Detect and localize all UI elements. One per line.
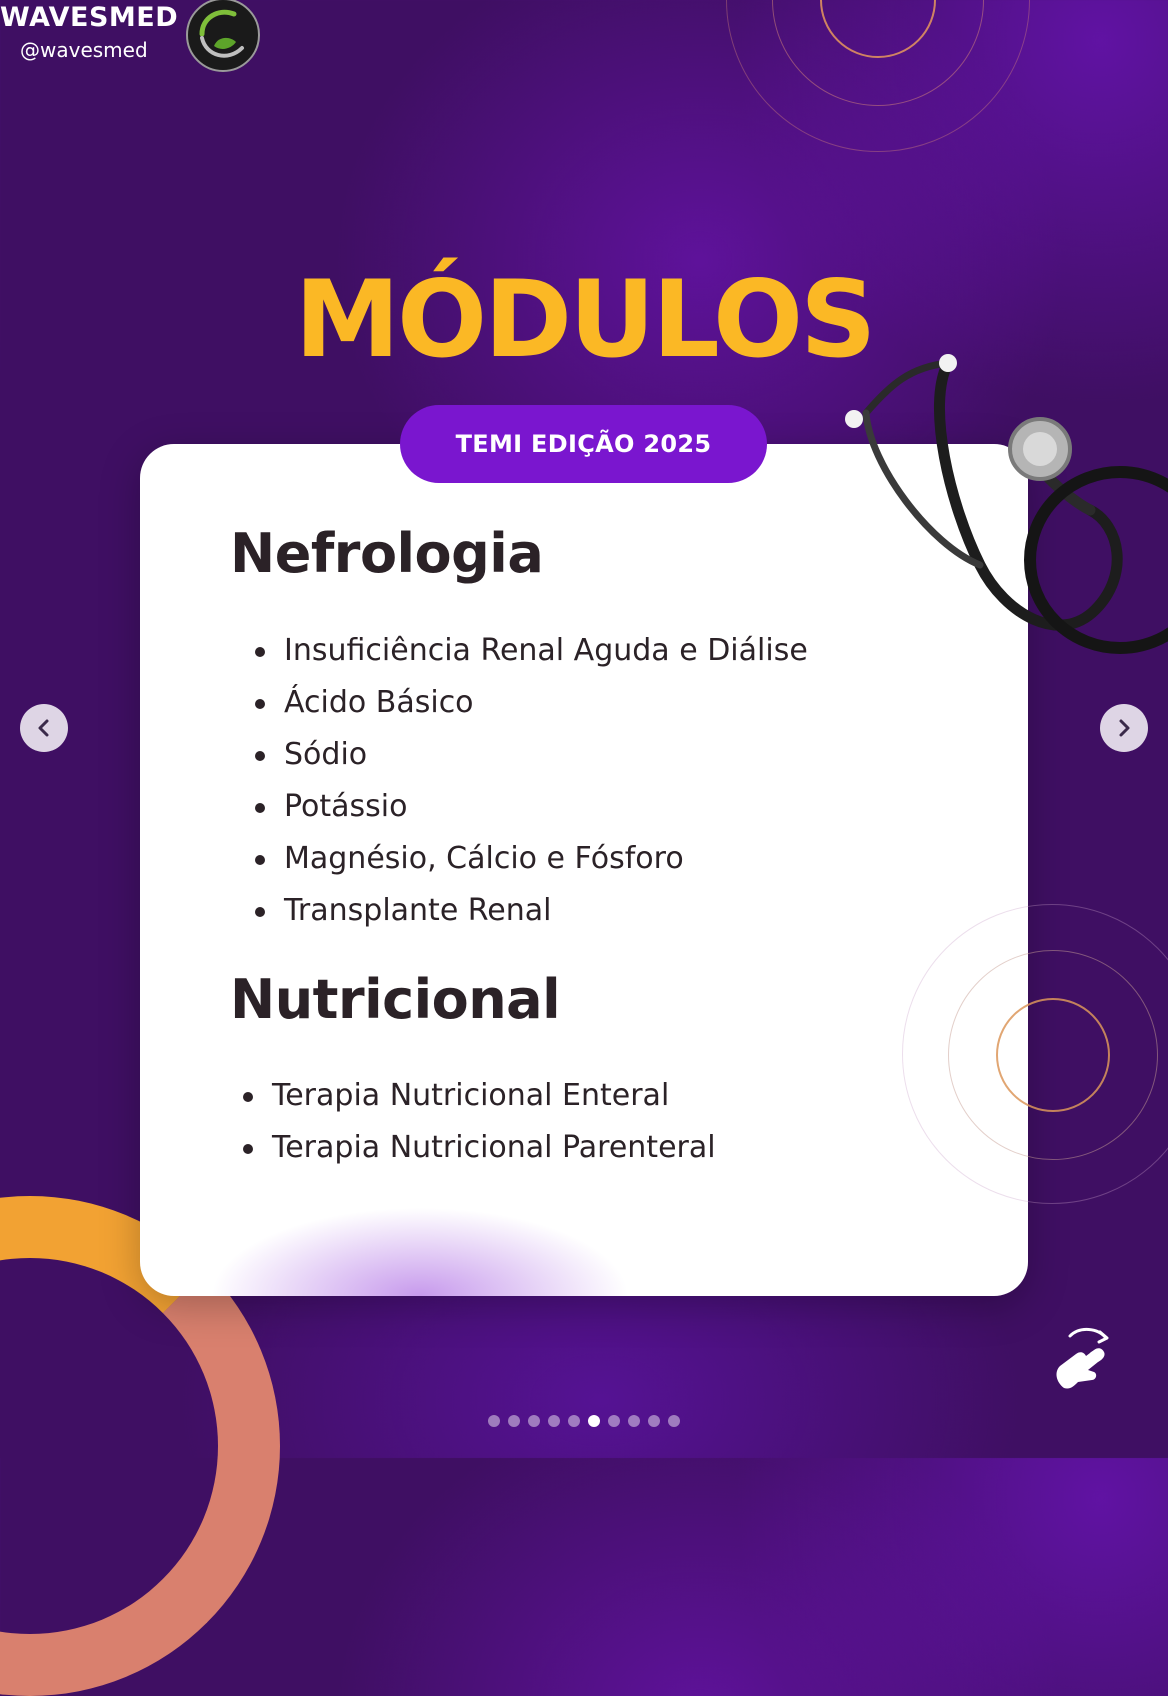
list-item: Transplante Renal — [284, 885, 808, 937]
pagination-dot[interactable] — [528, 1415, 540, 1427]
pagination-dot[interactable] — [568, 1415, 580, 1427]
list-item: Terapia Nutricional Parenteral — [272, 1122, 716, 1174]
prev-slide-button[interactable] — [20, 704, 68, 752]
list-item: Terapia Nutricional Enteral — [272, 1070, 716, 1122]
swipe-hand-icon — [1050, 1326, 1114, 1394]
decor-ring-right-inner — [996, 998, 1110, 1112]
edition-badge: TEMI EDIÇÃO 2025 — [400, 405, 767, 483]
section-title-nefrologia: Nefrologia — [230, 522, 544, 585]
wavesmed-logo-icon — [184, 0, 262, 74]
pagination-dot[interactable] — [488, 1415, 500, 1427]
chevron-right-icon — [1114, 718, 1134, 738]
nutricional-list — [272, 1070, 716, 1174]
pagination-dot[interactable] — [648, 1415, 660, 1427]
pagination-dot[interactable] — [548, 1415, 560, 1427]
brand — [0, 0, 270, 80]
next-slide-button[interactable] — [1100, 704, 1148, 752]
pagination-dot[interactable] — [588, 1415, 600, 1427]
list-item: Magnésio, Cálcio e Fósforo — [284, 833, 808, 885]
list-item: Potássio — [284, 781, 808, 833]
chevron-left-icon — [34, 718, 54, 738]
list-item: Sódio — [284, 729, 808, 781]
carousel-pagination — [488, 1415, 688, 1429]
list-item: Insuficiência Renal Aguda e Diálise — [284, 625, 808, 677]
section-title-nutricional: Nutricional — [230, 968, 561, 1031]
brand-handle: @wavesmed — [20, 38, 148, 62]
stethoscope-icon — [830, 345, 1168, 685]
nefrologia-list — [284, 625, 808, 937]
pagination-dot[interactable] — [628, 1415, 640, 1427]
pagination-dot[interactable] — [668, 1415, 680, 1427]
page-title: MÓDULOS — [294, 258, 874, 381]
brand-name: WAVESMED — [0, 2, 179, 33]
pagination-dot[interactable] — [608, 1415, 620, 1427]
pagination-dot[interactable] — [508, 1415, 520, 1427]
list-item: Ácido Básico — [284, 677, 808, 729]
